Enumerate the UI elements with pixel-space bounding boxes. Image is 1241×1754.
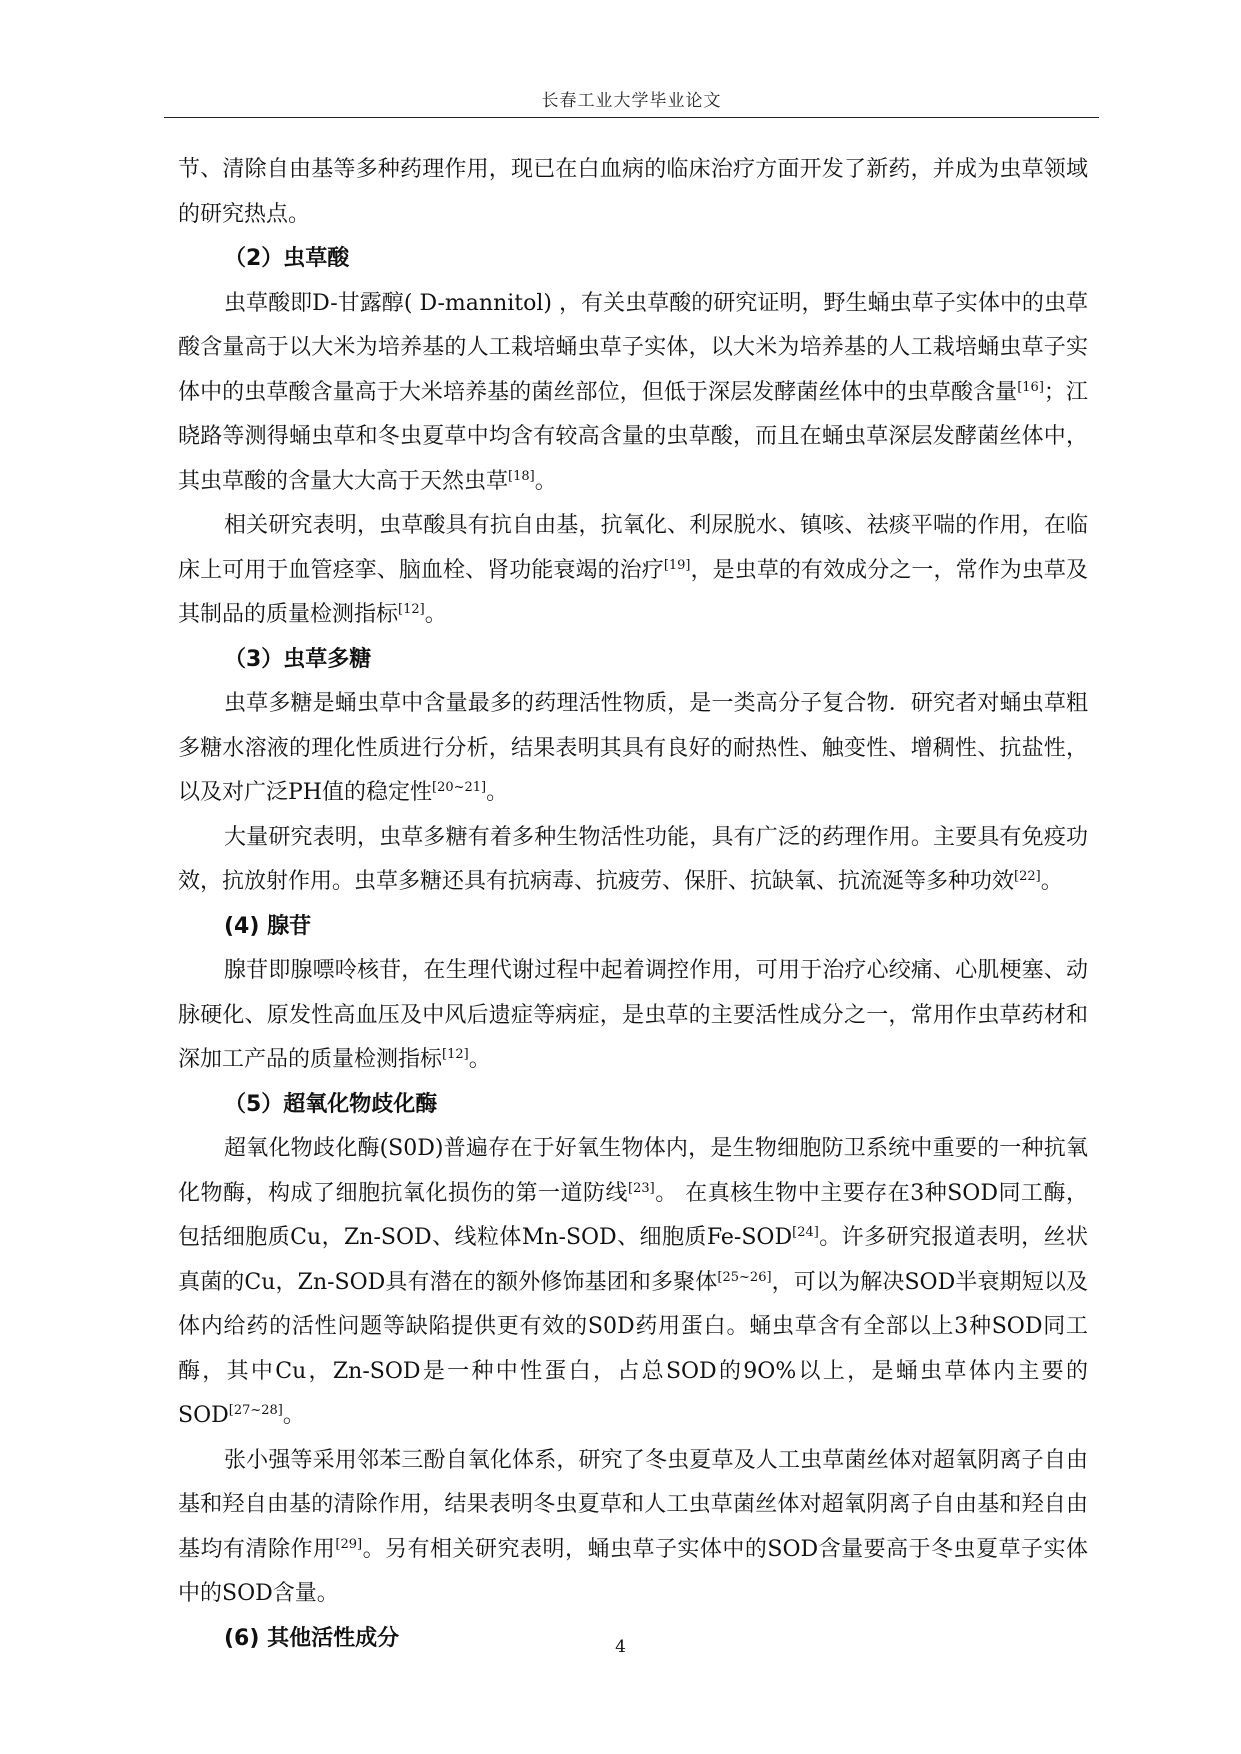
paragraph-text: 。 <box>1040 869 1063 894</box>
paragraph-text: 节、清除自由基等多种药理作用，现已在白血病的临床治疗方面开发了新药，并成为虫草领域的研究热点。 <box>178 157 1088 227</box>
section-heading: (6) 其他活性成分 <box>224 1625 400 1651</box>
citation-ref: [24] <box>792 1225 819 1240</box>
section-heading: （3）虫草多糖 <box>224 646 372 672</box>
paragraph-text: 。 <box>468 1047 491 1072</box>
paragraph-text: 腺苷即腺嘌呤核苷，在生理代谢过程中起着调控作用，可用于治疗心绞痛、心肌梗塞、动脉硬化、原发性高血压及中风后遗症等病症，是虫草的主要活性成分之一，常用作虫草药材和深加工产品的质量检测指标 <box>178 958 1088 1072</box>
citation-ref: [25~26] <box>717 1269 772 1285</box>
paragraph-text: 。 <box>424 602 447 627</box>
citation-ref: [27~28] <box>228 1403 283 1418</box>
page-number: 4 <box>615 1637 626 1657</box>
paragraph-text: 。 在真核生物中主要存在3种SOD同工酶，包括细胞质Cu，Zn-SOD、线粒体Mn-SOD、细胞质Fe-SOD <box>178 1180 1088 1250</box>
header-rule <box>164 117 1099 118</box>
paragraph-text: 相关研究表明，虫草酸具有抗自由基，抗氧化、利尿脱水、镇咳、祛痰平喘的作用，在临床上可用于血管痉挛、脑血栓、肾功能衰竭的治疗 <box>178 513 1088 583</box>
citation-ref: [23] <box>628 1180 655 1196</box>
citation-ref: [19] <box>663 557 691 573</box>
page-header: 长春工业大学毕业论文 <box>541 91 722 111</box>
body-paragraph <box>178 816 1088 905</box>
body-paragraph <box>178 282 1088 505</box>
document-body <box>178 148 1088 1661</box>
body-paragraph <box>178 1439 1088 1617</box>
paragraph-text: ；江晓路等测得蛹虫草和冬虫夏草中均含有较高含量的虫草酸，而且在蛹虫草深层发酵菌丝体中，其虫草酸的含量大大高于天然虫草 <box>178 379 1088 494</box>
citation-ref: [12] <box>442 1047 469 1062</box>
citation-ref: [12] <box>398 602 425 617</box>
citation-ref: [18] <box>508 468 535 484</box>
paragraph-text: 。 <box>282 1403 305 1428</box>
paragraph-text: 。 <box>534 468 557 494</box>
paragraph-text: ，是虫草的有效成分之一，常作为虫草及其制品的质量检测指标 <box>178 557 1088 627</box>
paragraph-text: 。许多研究报道表明，丝状真菌的Cu，Zn-SOD具有潜在的额外修饰基团和多聚体 <box>178 1225 1088 1295</box>
body-paragraph <box>178 682 1088 816</box>
paragraph-text: 超氧化物歧化酶(S0D)普遍存在于好氧生物体内，是生物细胞防卫系统中重要的一种抗氧化物酶，构成了细胞抗氧化损伤的第一道防线 <box>178 1136 1088 1206</box>
paragraph-text: ，可以为解决SOD半衰期短以及体内给药的活性问题等缺陷提供更有效的S0D药用蛋白。蛹虫草含有全部以上3种SOD同工酶，其中Cu，Zn-SOD是一种中性蛋白，占总SOD的9O%以上，是蛹虫草体内主要的SOD <box>178 1269 1089 1428</box>
paragraph-text: 大量研究表明，虫草多糖有着多种生物活性功能，具有广泛的药理作用。主要具有免疫功效，抗放射作用。虫草多糖还具有抗病毒、抗疲劳、保肝、抗缺氧、抗流涎等多种功效 <box>178 824 1088 894</box>
section-heading: (4) 腺苷 <box>224 913 312 939</box>
body-paragraph <box>178 949 1088 1083</box>
body-paragraph <box>178 148 1088 237</box>
citation-ref: [29] <box>335 1536 363 1552</box>
paragraph-text: 张小强等采用邻苯三酚自氧化体系，研究了冬虫夏草及人工虫草菌丝体对超氧阴离子自由基和羟自由基的清除作用，结果表明冬虫夏草和人工虫草菌丝体对超氧阴离子自由基和羟自由基均有清除作用 <box>178 1447 1088 1562</box>
citation-ref: [16] <box>1017 379 1044 395</box>
paragraph-text: 。 <box>486 780 509 805</box>
paragraph-text: 。另有相关研究表明，蛹虫草子实体中的SOD含量要高于冬虫夏草子实体中的SOD含量。 <box>178 1536 1088 1606</box>
citation-ref: [22] <box>1014 869 1041 884</box>
body-paragraph <box>178 504 1088 638</box>
section-heading: （2）虫草酸 <box>224 246 350 271</box>
section-heading: （5）超氧化物歧化酶 <box>224 1091 438 1117</box>
paragraph-text: 虫草多糖是蛹虫草中含量最多的药理活性物质，是一类高分子复合物．研究者对蛹虫草粗多糖水溶液的理化性质进行分析，结果表明其具有良好的耐热性、触变性、增稠性、抗盐性，以及对广泛PH值的稳定性 <box>178 691 1088 805</box>
citation-ref: [20~21] <box>432 780 487 795</box>
body-paragraph <box>178 1127 1088 1439</box>
paragraph-text: 虫草酸即D-甘露醇( D-mannitol) ，有关虫草酸的研究证明，野生蛹虫草子实体中的虫草酸含量高于以大米为培养基的人工栽培蛹虫草子实体，以大米为培养基的人工栽培蛹虫草子实体中的虫草酸含量高于大米培养基的菌丝部位，但低于深层发酵菌丝体中的虫草酸含量 <box>178 290 1088 405</box>
